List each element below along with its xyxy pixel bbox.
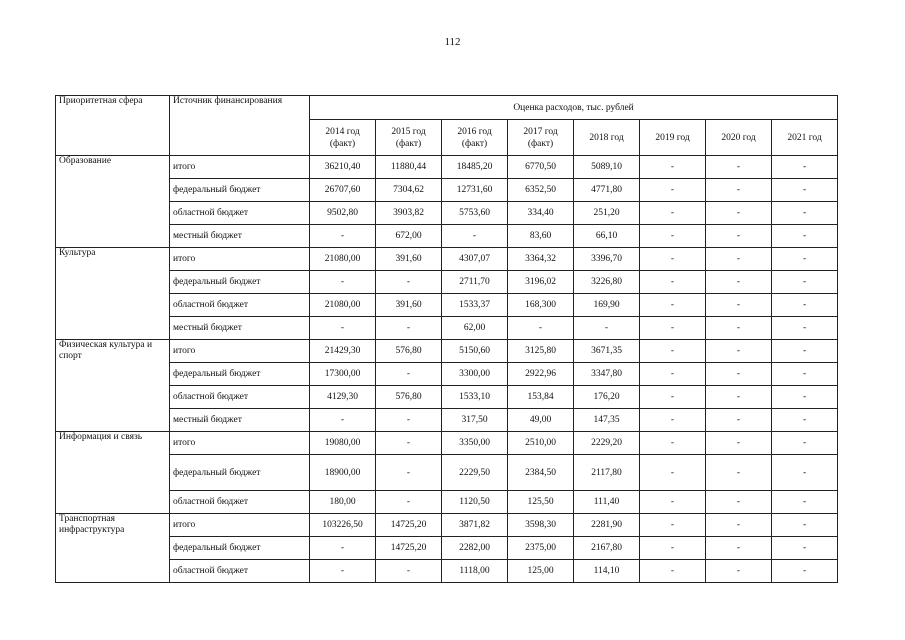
value-cell: 21429,30 bbox=[310, 340, 376, 363]
value-cell: 14725,20 bbox=[376, 514, 442, 537]
value-cell: - bbox=[772, 455, 838, 491]
value-cell: - bbox=[706, 156, 772, 179]
sphere-cell: Физическая культура и спорт bbox=[56, 340, 170, 432]
value-cell: - bbox=[772, 248, 838, 271]
table-row bbox=[56, 225, 838, 248]
value-cell: 14725,20 bbox=[376, 537, 442, 560]
value-cell: - bbox=[376, 409, 442, 432]
value-cell: - bbox=[310, 317, 376, 340]
value-cell: - bbox=[772, 409, 838, 432]
source-cell: федеральный бюджет bbox=[170, 271, 310, 294]
value-cell: - bbox=[640, 294, 706, 317]
page-number: 112 bbox=[444, 36, 461, 48]
value-cell: 26707,60 bbox=[310, 179, 376, 202]
value-cell: 2375,00 bbox=[508, 537, 574, 560]
value-cell: 2281,90 bbox=[574, 514, 640, 537]
header-year-cell bbox=[574, 120, 640, 156]
header-year-note: (факт) bbox=[395, 138, 422, 149]
value-cell: 3903,82 bbox=[376, 202, 442, 225]
source-cell: местный бюджет bbox=[170, 409, 310, 432]
value-cell: - bbox=[574, 317, 640, 340]
value-cell: 6352,50 bbox=[508, 179, 574, 202]
value-cell: 12731,60 bbox=[442, 179, 508, 202]
value-cell: - bbox=[640, 225, 706, 248]
value-cell: - bbox=[376, 560, 442, 583]
value-cell: - bbox=[706, 386, 772, 409]
value-cell: - bbox=[640, 340, 706, 363]
value-cell: - bbox=[640, 491, 706, 514]
value-cell: 3300,00 bbox=[442, 363, 508, 386]
value-cell: - bbox=[640, 202, 706, 225]
value-cell: 2117,80 bbox=[574, 455, 640, 491]
value-cell: 3396,70 bbox=[574, 248, 640, 271]
value-cell: - bbox=[310, 225, 376, 248]
value-cell: 2229,20 bbox=[574, 432, 640, 455]
header-sphere: Приоритетная сфера bbox=[56, 96, 170, 156]
table-row bbox=[56, 409, 838, 432]
header-year-cell bbox=[376, 120, 442, 156]
value-cell: - bbox=[772, 179, 838, 202]
value-cell: - bbox=[706, 363, 772, 386]
value-cell: 576,80 bbox=[376, 386, 442, 409]
value-cell: - bbox=[310, 537, 376, 560]
header-year: 2014 год bbox=[325, 126, 360, 137]
source-cell: областной бюджет bbox=[170, 294, 310, 317]
table-body bbox=[56, 156, 838, 583]
value-cell: - bbox=[772, 294, 838, 317]
value-cell: - bbox=[772, 340, 838, 363]
value-cell: - bbox=[706, 294, 772, 317]
header-year: 2020 год bbox=[721, 132, 756, 143]
source-cell: федеральный бюджет bbox=[170, 537, 310, 560]
value-cell: - bbox=[706, 409, 772, 432]
value-cell: - bbox=[706, 491, 772, 514]
value-cell: - bbox=[640, 560, 706, 583]
value-cell: - bbox=[640, 363, 706, 386]
table-row bbox=[56, 537, 838, 560]
budget-table bbox=[55, 95, 838, 583]
value-cell: 3598,30 bbox=[508, 514, 574, 537]
value-cell: 9502,80 bbox=[310, 202, 376, 225]
value-cell: 7304,62 bbox=[376, 179, 442, 202]
value-cell: - bbox=[706, 340, 772, 363]
value-cell: 2167,80 bbox=[574, 537, 640, 560]
value-cell: - bbox=[706, 455, 772, 491]
value-cell: 49,00 bbox=[508, 409, 574, 432]
value-cell: 391,60 bbox=[376, 248, 442, 271]
source-cell: областной бюджет bbox=[170, 491, 310, 514]
value-cell: 5089,10 bbox=[574, 156, 640, 179]
value-cell: - bbox=[310, 560, 376, 583]
value-cell: 180,00 bbox=[310, 491, 376, 514]
table-row bbox=[56, 560, 838, 583]
table-row bbox=[56, 317, 838, 340]
header-year-cell bbox=[508, 120, 574, 156]
value-cell: 18485,20 bbox=[442, 156, 508, 179]
header-year-cell bbox=[442, 120, 508, 156]
table-row bbox=[56, 363, 838, 386]
value-cell: - bbox=[640, 248, 706, 271]
source-cell: итого bbox=[170, 340, 310, 363]
value-cell: - bbox=[640, 179, 706, 202]
header-source: Источник финансирования bbox=[170, 96, 310, 156]
value-cell: 2229,50 bbox=[442, 455, 508, 491]
value-cell: 114,10 bbox=[574, 560, 640, 583]
value-cell: 125,50 bbox=[508, 491, 574, 514]
header-row bbox=[56, 96, 838, 120]
value-cell: - bbox=[640, 156, 706, 179]
table-row bbox=[56, 491, 838, 514]
value-cell: - bbox=[706, 179, 772, 202]
value-cell: 3347,80 bbox=[574, 363, 640, 386]
header-year: 2018 год bbox=[589, 132, 624, 143]
value-cell: 4771,80 bbox=[574, 179, 640, 202]
value-cell: - bbox=[376, 455, 442, 491]
value-cell: - bbox=[772, 560, 838, 583]
value-cell: - bbox=[772, 156, 838, 179]
value-cell: - bbox=[706, 225, 772, 248]
value-cell: - bbox=[706, 248, 772, 271]
value-cell: 2384,50 bbox=[508, 455, 574, 491]
value-cell: - bbox=[442, 225, 508, 248]
value-cell: - bbox=[772, 514, 838, 537]
value-cell: - bbox=[772, 537, 838, 560]
value-cell: - bbox=[706, 432, 772, 455]
sphere-cell: Культура bbox=[56, 248, 170, 340]
source-cell: областной бюджет bbox=[170, 560, 310, 583]
header-year-cell bbox=[310, 120, 376, 156]
value-cell: 21080,00 bbox=[310, 294, 376, 317]
header-year-cell bbox=[772, 120, 838, 156]
value-cell: - bbox=[376, 363, 442, 386]
value-cell: - bbox=[772, 202, 838, 225]
value-cell: 576,80 bbox=[376, 340, 442, 363]
source-cell: итого bbox=[170, 514, 310, 537]
value-cell: 4129,30 bbox=[310, 386, 376, 409]
header-year-note: (факт) bbox=[461, 138, 488, 149]
header-year: 2019 год bbox=[655, 132, 690, 143]
value-cell: 5150,60 bbox=[442, 340, 508, 363]
value-cell: 3671,35 bbox=[574, 340, 640, 363]
sphere-cell: Образование bbox=[56, 156, 170, 248]
value-cell: 334,40 bbox=[508, 202, 574, 225]
value-cell: 125,00 bbox=[508, 560, 574, 583]
value-cell: - bbox=[376, 491, 442, 514]
value-cell: 3125,80 bbox=[508, 340, 574, 363]
source-cell: федеральный бюджет bbox=[170, 455, 310, 491]
value-cell: 2922,96 bbox=[508, 363, 574, 386]
source-cell: федеральный бюджет bbox=[170, 363, 310, 386]
value-cell: 36210,40 bbox=[310, 156, 376, 179]
value-cell: 62,00 bbox=[442, 317, 508, 340]
value-cell: - bbox=[772, 491, 838, 514]
value-cell: - bbox=[310, 271, 376, 294]
value-cell: 2711,70 bbox=[442, 271, 508, 294]
header-year-cell bbox=[640, 120, 706, 156]
value-cell: 103226,50 bbox=[310, 514, 376, 537]
value-cell: - bbox=[706, 317, 772, 340]
value-cell: 3226,80 bbox=[574, 271, 640, 294]
table-row bbox=[56, 271, 838, 294]
value-cell: 11880,44 bbox=[376, 156, 442, 179]
header-year: 2016 год bbox=[457, 126, 492, 137]
source-cell: областной бюджет bbox=[170, 202, 310, 225]
table-row bbox=[56, 340, 838, 363]
sphere-cell: Транспортная инфраструктура bbox=[56, 514, 170, 583]
header-year: 2017 год bbox=[523, 126, 558, 137]
value-cell: - bbox=[772, 225, 838, 248]
value-cell: 168,300 bbox=[508, 294, 574, 317]
header-year-note: (факт) bbox=[527, 138, 554, 149]
value-cell: - bbox=[640, 514, 706, 537]
value-cell: 3871,82 bbox=[442, 514, 508, 537]
value-cell: - bbox=[706, 271, 772, 294]
header-year: 2021 год bbox=[787, 132, 822, 143]
value-cell: - bbox=[640, 409, 706, 432]
value-cell: - bbox=[640, 455, 706, 491]
header-year-note: (факт) bbox=[329, 138, 356, 149]
value-cell: - bbox=[310, 409, 376, 432]
source-cell: итого bbox=[170, 156, 310, 179]
value-cell: 83,60 bbox=[508, 225, 574, 248]
value-cell: - bbox=[706, 514, 772, 537]
value-cell: - bbox=[640, 432, 706, 455]
table-row bbox=[56, 179, 838, 202]
value-cell: - bbox=[640, 317, 706, 340]
table-row bbox=[56, 156, 838, 179]
value-cell: - bbox=[640, 386, 706, 409]
value-cell: - bbox=[772, 317, 838, 340]
header-year-cell bbox=[706, 120, 772, 156]
value-cell: 1118,00 bbox=[442, 560, 508, 583]
value-cell: 3196,02 bbox=[508, 271, 574, 294]
source-cell: областной бюджет bbox=[170, 386, 310, 409]
value-cell: 66,10 bbox=[574, 225, 640, 248]
value-cell: 4307,07 bbox=[442, 248, 508, 271]
value-cell: 1533,37 bbox=[442, 294, 508, 317]
value-cell: - bbox=[508, 317, 574, 340]
table-row bbox=[56, 294, 838, 317]
value-cell: 176,20 bbox=[574, 386, 640, 409]
value-cell: - bbox=[772, 432, 838, 455]
table-row bbox=[56, 455, 838, 491]
source-cell: федеральный бюджет bbox=[170, 179, 310, 202]
value-cell: 18900,00 bbox=[310, 455, 376, 491]
value-cell: 3364,32 bbox=[508, 248, 574, 271]
value-cell: - bbox=[376, 271, 442, 294]
value-cell: 1533,10 bbox=[442, 386, 508, 409]
header-year: 2015 год bbox=[391, 126, 426, 137]
value-cell: 2510,00 bbox=[508, 432, 574, 455]
value-cell: 317,50 bbox=[442, 409, 508, 432]
value-cell: - bbox=[772, 363, 838, 386]
value-cell: 153,84 bbox=[508, 386, 574, 409]
value-cell: 5753,60 bbox=[442, 202, 508, 225]
value-cell: - bbox=[376, 317, 442, 340]
value-cell: 111,40 bbox=[574, 491, 640, 514]
value-cell: 251,20 bbox=[574, 202, 640, 225]
source-cell: итого bbox=[170, 248, 310, 271]
table-row bbox=[56, 248, 838, 271]
source-cell: местный бюджет bbox=[170, 225, 310, 248]
table-row bbox=[56, 386, 838, 409]
value-cell: - bbox=[706, 537, 772, 560]
value-cell: 17300,00 bbox=[310, 363, 376, 386]
value-cell: 2282,00 bbox=[442, 537, 508, 560]
table-row bbox=[56, 202, 838, 225]
source-cell: местный бюджет bbox=[170, 317, 310, 340]
value-cell: 147,35 bbox=[574, 409, 640, 432]
table-row bbox=[56, 432, 838, 455]
value-cell: 3350,00 bbox=[442, 432, 508, 455]
value-cell: 391,60 bbox=[376, 294, 442, 317]
value-cell: - bbox=[640, 271, 706, 294]
value-cell: - bbox=[376, 432, 442, 455]
table-row bbox=[56, 514, 838, 537]
value-cell: - bbox=[772, 271, 838, 294]
value-cell: - bbox=[706, 202, 772, 225]
value-cell: 1120,50 bbox=[442, 491, 508, 514]
value-cell: - bbox=[640, 537, 706, 560]
sphere-cell: Информация и связь bbox=[56, 432, 170, 514]
value-cell: 169,90 bbox=[574, 294, 640, 317]
value-cell: 21080,00 bbox=[310, 248, 376, 271]
value-cell: - bbox=[706, 560, 772, 583]
header-estimate: Оценка расходов, тыс. рублей bbox=[310, 96, 838, 120]
value-cell: 672,00 bbox=[376, 225, 442, 248]
value-cell: - bbox=[772, 386, 838, 409]
source-cell: итого bbox=[170, 432, 310, 455]
value-cell: 6770,50 bbox=[508, 156, 574, 179]
value-cell: 19080,00 bbox=[310, 432, 376, 455]
